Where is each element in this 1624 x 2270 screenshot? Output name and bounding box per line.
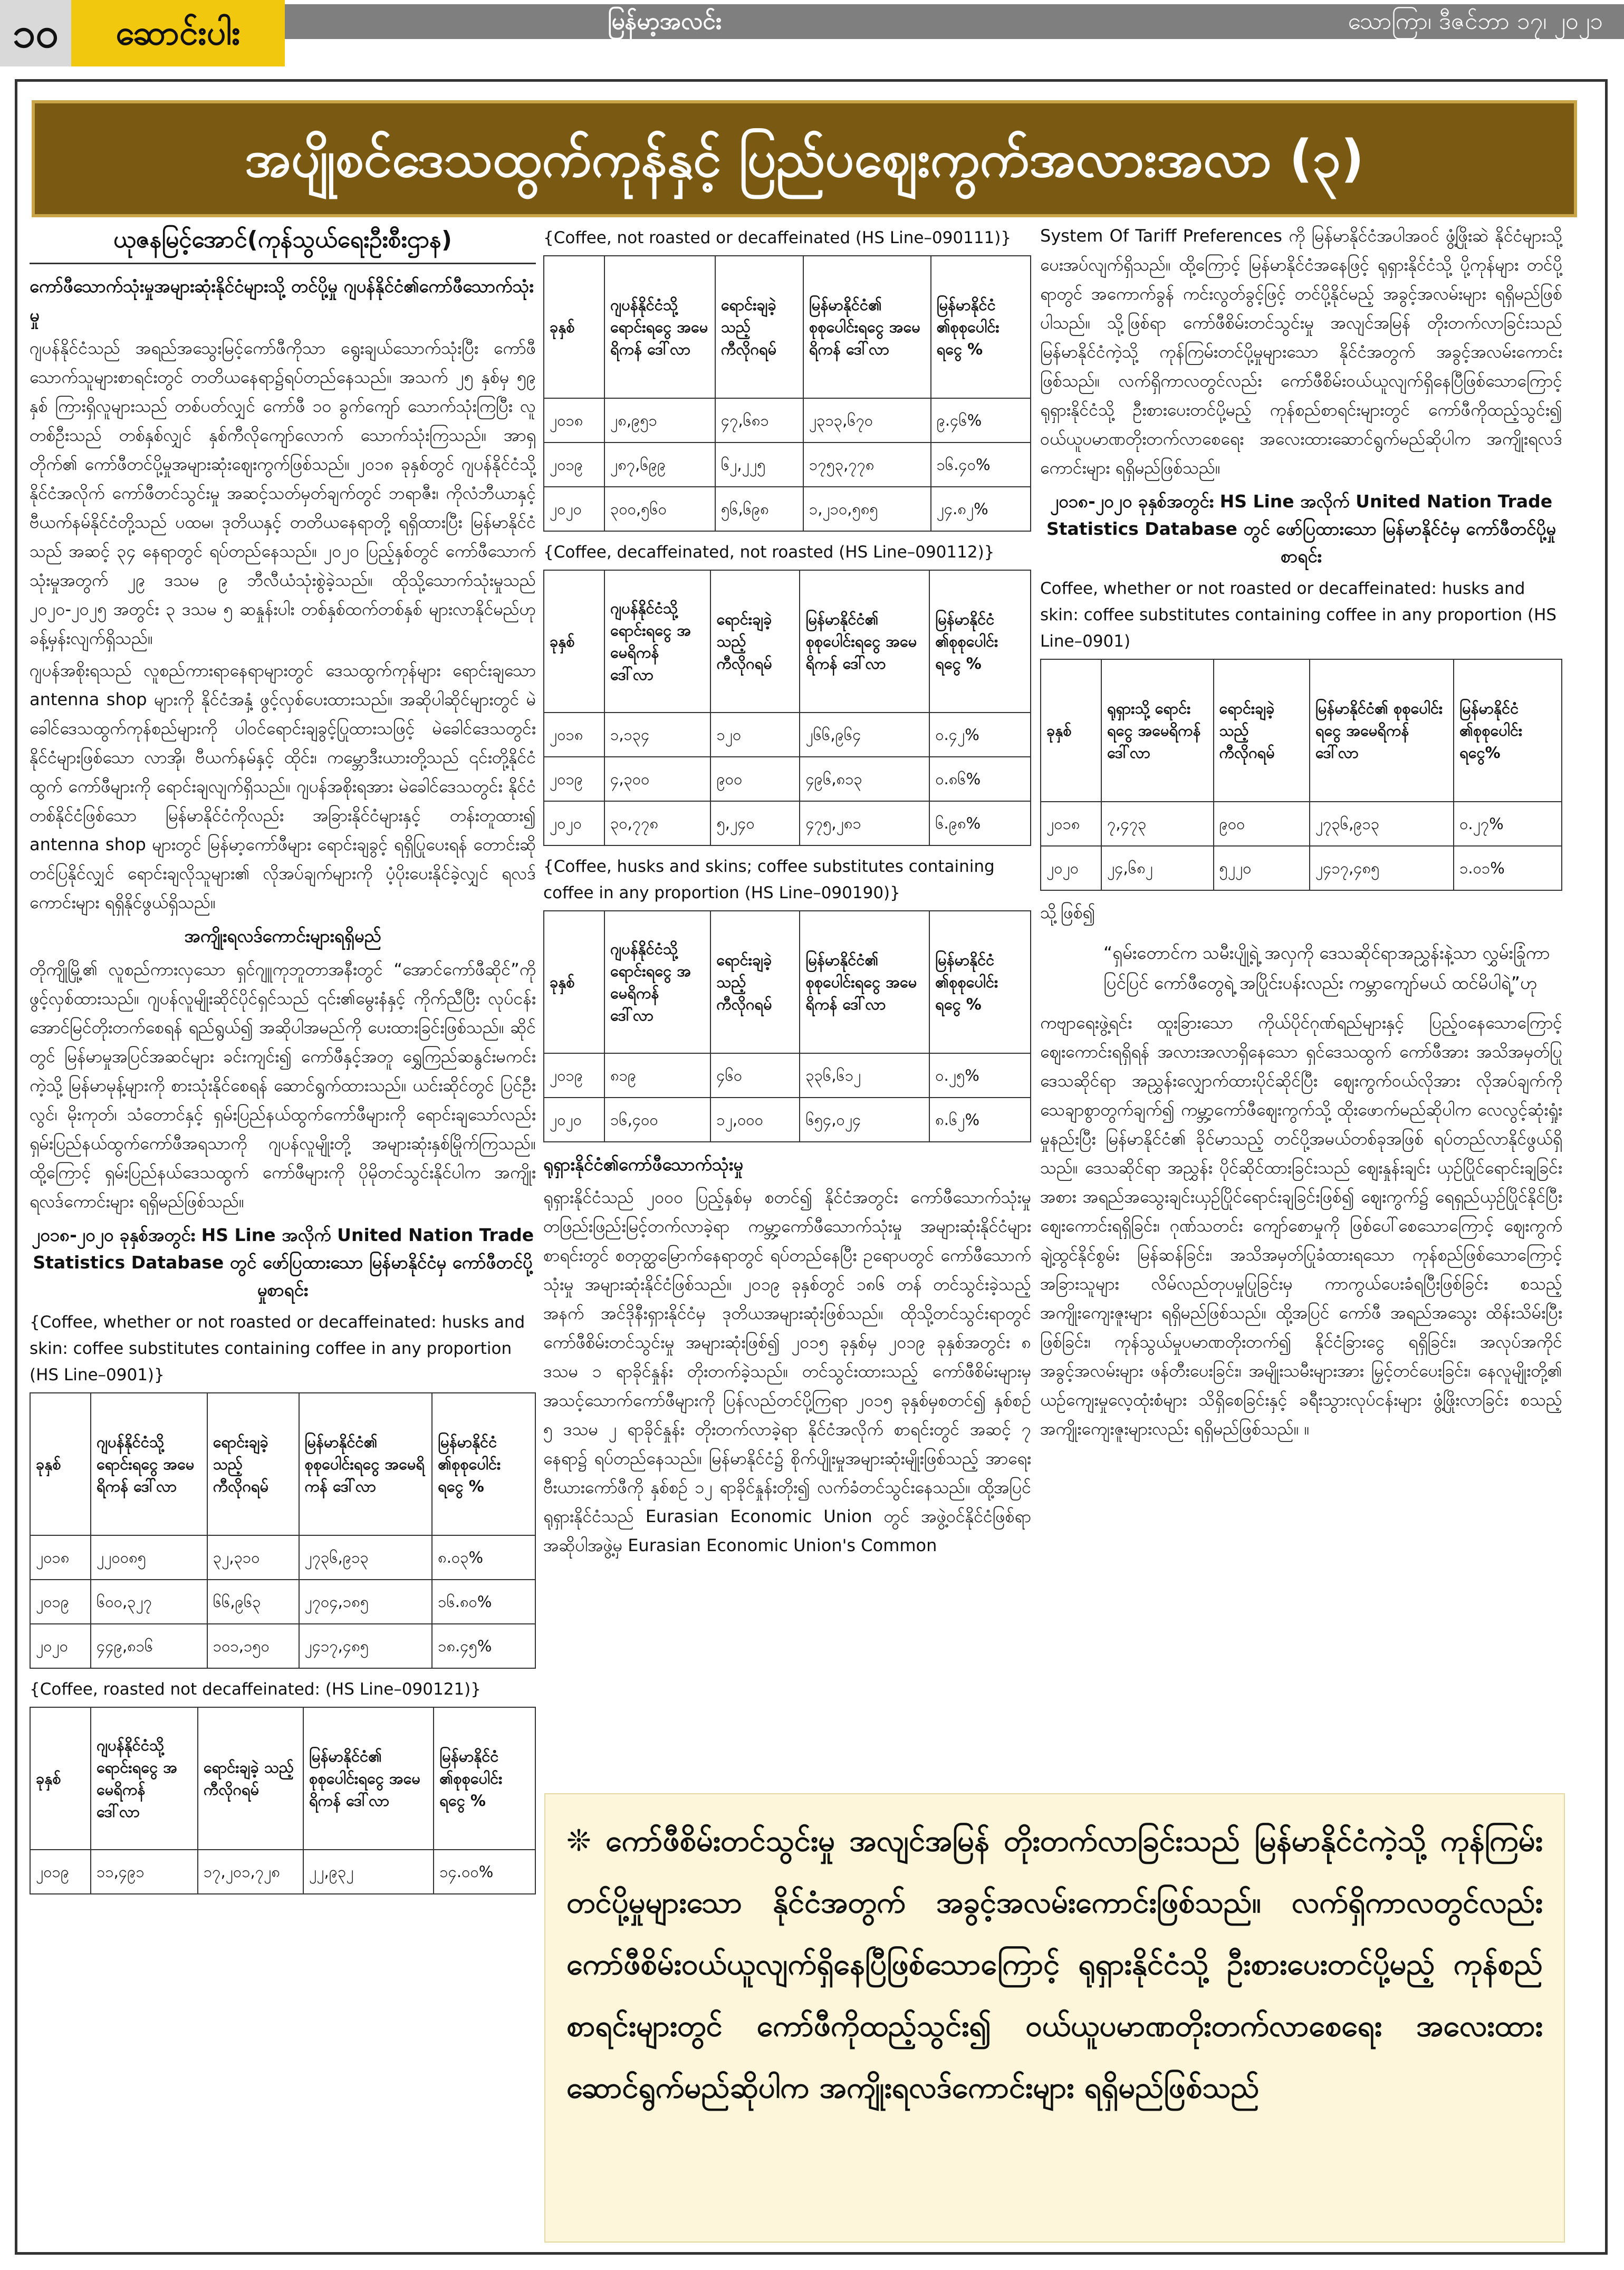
subheading: အကျိုးရလဒ်ကောင်းများရရှိမည် [184, 926, 381, 946]
paragraph: ဂျပန်နိုင်ငံသည် အရည်အသွေးမြင့်ကော်ဖီကိုသာ ရွေးချယ်သောက်သုံးပြီး ကော်ဖီသောက်သူများစာရင်းတွင် တတိယနေရာ၌ရပ်တည်နေသည်။ အသက် ၂၅ နှစ်မှ ၅၉ နှစ် ကြားရှိလူများသည် တစ်ပတ်လျှင် ကော်ဖီ ၁၀ ခွက်ကျော် သောက်သုံးကြပြီး လူတစ်ဦးသည် တစ်နှစ်လျှင် နှစ်ကီလိုကျော်လောက် သောက်သုံးကြသည်။ အာရှတိုက်၏ ကော်ဖီတင်ပို့မှုအများဆုံးဈေးကွက်ဖြစ်သည်။ ၂၀၁၈ ခုနှစ်တွင် ဂျပန်နိုင်ငံသို့ နိုင်ငံအလိုက် ကော်ဖီတင်သွင်းမှု အဆင့်သတ်မှတ်ချက်တွင် ဘရာဇီး၊ ကိုလံဘီယာနှင့် ဗီယက်နမ်နိုင်ငံတို့သည် ပထမ၊ ဒုတိယနှင့် တတိယနေရာတို့ ရရှိထားပြီး မြန်မာနိုင်ငံသည် အဆင့် ၃၄ နေရာတွင် ရပ်တည်နေသည်။ ၂၀၂၀ ပြည့်နှစ်တွင် ကော်ဖီသောက်သုံးမှုအတွက် ၂၉ ဒသမ ၉ ဘီလီယံသုံးစွဲခဲ့သည်။ ထိုသို့သောက်သုံးမှုသည် ၂၀၂၀-၂၀၂၅ အတွင်း ၃ ဒသမ ၅ ဆနှုန်းပါး တစ်နှစ်ထက်တစ်နှစ် များလာနိုင်မည်ဟု ခန့်မှန်းလျက်ရှိသည်။ [30, 338, 536, 648]
hs-line-caption: Coffee, whether or not roasted or decaffeinated: husks and skin: coffee substitutes containing coffee in any proportion (HS Line–0901) [1040, 579, 1557, 651]
table-cell: ၁၆.၈၀% [432, 1580, 535, 1624]
table-header: မြန်မာနိုင်ငံ၏ စုစုပေါင်းရငွေ အမေရိကန် ဒေါ်လာ [800, 911, 929, 1053]
table-header: ခုနှစ် [30, 1393, 91, 1535]
table-header: ရောင်းချခဲ့ သည့် ကီလိုဂရမ် [207, 1393, 299, 1535]
table-header: ဂျပန်နိုင်ငံသို့ ရောင်းရငွေ အမေရိကန် ဒေါ်လာ [604, 911, 710, 1053]
table-cell: ၂၇၃၆,၉၁၃ [299, 1535, 433, 1580]
table-cell: ၄၉၆,၈၁၃ [800, 757, 929, 801]
table-cell: ၅၆,၆၉၈ [715, 487, 803, 531]
table-cell: ၁,၁၃၄ [604, 713, 710, 757]
table-header: ခုနှစ် [544, 570, 604, 713]
column-2 [543, 222, 1031, 1563]
table-header: မြန်မာနိုင်ငံ ၏စုစုပေါင်း ရငွေ % [929, 570, 1031, 713]
table-header: မြန်မာနိုင်ငံ ၏စုစုပေါင်း ရငွေ % [434, 1707, 535, 1850]
section-label: ဆောင်းပါး [71, 0, 285, 66]
table-cell: ၂၀၂၀ [1041, 846, 1101, 890]
newspaper-name: မြန်မာ့အလင်း [608, 8, 722, 35]
table-cell: ၄၇,၆၈၁ [715, 398, 803, 443]
table-row [544, 398, 1031, 443]
table-cell: ၆၀၀,၃၂၇ [91, 1580, 207, 1624]
table-header: ဂျပန်နိုင်ငံသို့ ရောင်းရငွေ အမေရိကန် ဒေါ်လာ [91, 1707, 198, 1850]
column-3 [1040, 222, 1562, 1447]
pull-quote-box: ❊ ကော်ဖီစိမ်းတင်သွင်းမှု အလျင်အမြန် တိုးတက်လာခြင်းသည် မြန်မာနိုင်ငံကဲ့သို့ ကုန်ကြမ်းတင်ပို့မှုများသော နိုင်ငံအတွက် အခွင့်အလမ်းကောင်းဖြစ်သည်။ လက်ရှိကာလတွင်လည်း ကော်ဖီစိမ်းဝယ်ယူလျက်ရှိနေပြီဖြစ်သောကြောင့် ရုရှားနိုင်ငံသို့ ဦးစားပေးတင်ပို့မည့် ကုန်စည်စာရင်းများတွင် ကော်ဖီကိုထည့်သွင်း၍ ဝယ်ယူပမာဏတိုးတက်လာစေရေး အလေးထားဆောင်ရွက်မည်ဆိုပါက အကျိုးရလဒ်ကောင်းများ ရရှိမည်ဖြစ်သည် [544, 1793, 1565, 2243]
issue-date: သောကြာ၊ ဒီဇင်ဘာ ၁၇၊ ၂၀၂၁ [1348, 8, 1603, 35]
table-cell: ၂၄၁၇,၄၈၅ [299, 1624, 433, 1668]
table-row [544, 801, 1031, 845]
table-header: ဂျပန်နိုင်ငံသို့ ရောင်းရငွေ အမေရိကန် ဒေါ်လာ [604, 256, 715, 398]
table-header: မြန်မာနိုင်ငံ ၏စုစုပေါင်း ရငွေ % [931, 256, 1031, 398]
table-row [544, 487, 1031, 531]
paragraph: ကဗျာရေးဖွဲ့ရင်း ထူးခြားသော ကိုယ်ပိုင်ဂုဏ်ရည်များနှင့် ပြည့်ဝနေသောကြောင့် ဈေးကောင်းရရှိရန် အလားအလာရှိနေသော ရှင်ဒေသထွက် ကော်ဖီအား အသိအမှတ်ပြု ဒေသဆိုင်ရာ အညွှန်းလျှောက်ထားပိုင်ဆိုင်ပြီး ဈေးကွက်ဝယ်လိုအား လိုအပ်ချက်ကို သေချာစွာတွက်ချက်၍ ကမ္ဘာ့ကော်ဖီဈေးကွက်သို့ ထိုးဖောက်မည်ဆိုပါက လေလွင့်ဆုံးရှုံးမှုနည်းပြီး မြန်မာနိုင်ငံ၏ ခိုင်မာသည့် တင်ပို့အမယ်တစ်ခုအဖြစ် ရပ်တည်လာနိုင်ဖွယ်ရှိသည်။ ဒေသဆိုင်ရာ အညွှန်း ပိုင်ဆိုင်ထားခြင်းသည် ဈေးနှုန်းချင်း ယှဉ်ပြိုင်ရောင်းချခြင်းအစား အရည်အသွေးချင်းယှဉ်ပြိုင်ရောင်းချခြင်းဖြစ်၍ ဈေးကွက်၌ ရေရှည်ယှဉ်ပြိုင်နိုင်ပြီး ဈေးကောင်းရရှိခြင်း၊ ဂုဏ်သတင်း ကျော်စောမှုကို ဖြစ်ပေါ်စေသောကြောင့် ဈေးကွက်ချဲ့ထွင်နိုင်စွမ်း မြန်ဆန်ခြင်း၊ အသိအမှတ်ပြုခံထားရသော ကုန်စည်ဖြစ်သောကြောင့် အခြားသူများ လိမ်လည်တုပမှုပြုခြင်းမှ ကာကွယ်ပေးခံရပြီးဖြစ်ခြင်း စသည့်အကျိုးကျေးဇူးများ ရရှိမည်ဖြစ်သည်။ ထို့အပြင် ကော်ဖီ အရည်အသွေး ထိန်းသိမ်းပြီးဖြစ်ခြင်း၊ ကုန်သွယ်မှုပမာဏတိုးတက်၍ နိုင်ငံခြားငွေ ရရှိခြင်း၊ အလုပ်အကိုင်အခွင့်အလမ်းများ ဖန်တီးပေးခြင်း၊ အမျိုးသမီးများအား မြှင့်တင်ပေးခြင်း၊ နေလူမျိုးတို့၏ ယဉ်ကျေးမှုလေ့ထုံးစံများ သိရှိစေခြင်းနှင့် ခရီးသွားလုပ်ငန်းများ ဖွံ့ဖြိုးလာခြင်း စသည့် အကျိုးကျေးဇူးများလည်း ရရှိမည်ဖြစ်သည်။ ။ [1040, 1013, 1562, 1439]
table-cell: ၂၀၁၉ [544, 1053, 604, 1098]
table-cell: ၁၇,၂၀၁,၇၂၈ [198, 1850, 303, 1894]
table-cell: ၁၆,၄၀၀ [604, 1098, 710, 1142]
table-header: မြန်မာနိုင်ငံ၏ စုစုပေါင်းရငွေ အမေရိကန် ဒေါ်လာ [299, 1393, 433, 1535]
table-cell: ၁၂,၀၀၀ [710, 1098, 800, 1142]
table-row [30, 1535, 535, 1580]
export-table-russia-0901 [1040, 659, 1562, 891]
table-cell: ၈၁၉ [604, 1053, 710, 1098]
table-cell: ၂၀၂၀ [30, 1624, 91, 1668]
table-header: မြန်မာနိုင်ငံ ၏စုစုပေါင်း ရငွေ % [432, 1393, 535, 1535]
table-header: ရောင်းချခဲ့ သည့် ကီလိုဂရမ် [710, 570, 800, 713]
table-cell: ၂၀၁၈ [544, 398, 604, 443]
table-cell: ၂၀၁၈ [544, 713, 604, 757]
export-table-japan-090190 [543, 910, 1031, 1142]
table-header: ခုနှစ် [1041, 659, 1101, 802]
table-cell: ၂၄၁၇,၄၈၅ [1310, 846, 1454, 890]
table-cell: ၂၈၇,၆၉၉ [604, 443, 715, 487]
table-header: မြန်မာနိုင်ငံ၏ စုစုပေါင်းရငွေ အမေရိကန် ဒေါ်လာ [803, 256, 931, 398]
table-cell: ၆၆,၉၆၃ [207, 1580, 299, 1624]
table-cell: ၆.၉၈% [929, 801, 1031, 845]
table-cell: ၄,၃၀၀ [604, 757, 710, 801]
table-cell: ၉.၄၆% [931, 398, 1031, 443]
table-cell: ၂၀၂၀ [544, 487, 604, 531]
lead-text: သို့ဖြစ်၍ [1040, 902, 1096, 922]
table-cell: ၄၆၀ [710, 1053, 800, 1098]
author-byline: ယုဇနမြင့်အောင်(ကုန်သွယ်ရေးဦးစီးဌာန) [30, 222, 536, 264]
table-cell: ၀.၈၆% [929, 757, 1031, 801]
paragraph: ဂျပန်အစိုးရသည် လူစည်ကားရာနေရာများတွင် ဒေသထွက်ကုန်များ ရောင်းချသော antenna shop များကို နိုင်ငံအနှံ့ ဖွင့်လှစ်ပေးထားသည်။ အဆိုပါဆိုင်များတွင် မဲခေါင်ဒေသထွက်ကုန်စည်များကို ပါဝင်ရောင်းချခွင့်ပြုထားသဖြင့် မဲခေါင်ဒေသတွင်း နိုင်ငံများဖြစ်သော လာအို၊ ဗီယက်နမ်နှင့် ထိုင်း၊ ကမ္ဘောဒီးယားတို့သည် ၎င်းတို့နိုင်ငံထွက် ကော်ဖီများကို ရောင်းချလျက်ရှိသည်။ ဂျပန်အစိုးရအား မဲခေါင်ဒေသတွင်း နိုင်ငံတစ်နိုင်ငံဖြစ်သော မြန်မာနိုင်ငံကိုလည်း အခြားနိုင်ငံများနှင့် တန်းတူထား၍ antenna shop များတွင် မြန်မာ့ကော်ဖီများ ရောင်းချခွင့် ရရှိပြုပေးရန် တောင်းဆိုတင်ပြနိုင်လျှင် ရောင်းချလိုသူများ၏ လိုအပ်ချက်များကို ပံ့ပိုးပေးနိုင်ခဲ့လျှင် ရလဒ်ကောင်းများ ရရှိနိုင်ဖွယ်ရှိသည်။ [30, 660, 536, 912]
table-header: မြန်မာနိုင်ငံ၏ စုစုပေါင်းရငွေ အမေရိကန် ဒေါ်လာ [1310, 659, 1454, 802]
table-cell: ၂၀၁၈ [30, 1535, 91, 1580]
paragraph: System Of Tariff Preferences ကို မြန်မာနိုင်ငံအပါအဝင် ဖွံ့ဖြိုးဆဲ နိုင်ငံများသို့ ပေးအပ်လျက်ရှိသည်။ ထို့ကြောင့် မြန်မာနိုင်ငံအနေဖြင့် ရုရှားနိုင်ငံသို့ ပို့ကုန်များ တင်ပို့ရာတွင် အကောက်ခွန် ကင်းလွတ်ခွင့်ဖြင့် တင်ပို့နိုင်မည့် အခွင့်အလမ်းများ ရရှိမည်ဖြစ်ပါသည်။ သို့ဖြစ်ရာ ကော်ဖီစိမ်းတင်သွင်းမှု အလျင်အမြန် တိုးတက်လာခြင်းသည် မြန်မာနိုင်ငံကဲ့သို့ ကုန်ကြမ်းတင်ပို့မှုများသော နိုင်ငံအတွက် အခွင့်အလမ်းကောင်းဖြစ်သည်။ လက်ရှိကာလတွင်လည်း ကော်ဖီစိမ်းဝယ်ယူလျက်ရှိနေပြီဖြစ်သောကြောင့် ရုရှားနိုင်ငံသို့ ဦးစားပေးတင်ပို့မည့် ကုန်စည်စာရင်းများတွင် ကော်ဖီကိုထည့်သွင်း၍ ဝယ်ယူပမာဏတိုးတက်လာစေရေး အလေးထားဆောင်ရွက်မည်ဆိုပါက အကျိုးရလဒ်ကောင်းများ ရရှိမည်ဖြစ်သည်။ [1040, 226, 1562, 478]
table-cell: ၂၂၀၀၈၅ [91, 1535, 207, 1580]
table-header: ရောင်းချခဲ့ သည့် ကီလိုဂရမ် [198, 1707, 303, 1850]
table-cell: ၂၀၂၀ [544, 801, 604, 845]
export-table-japan-090112 [543, 570, 1031, 846]
table-row [30, 1580, 535, 1624]
export-table-japan-0901 [30, 1392, 536, 1669]
table-cell: ၂၀၁၉ [30, 1850, 91, 1894]
page-number: ၁၀ [0, 0, 71, 66]
page-header [0, 0, 1624, 66]
poem-quote: “ရှမ်းတောင်က သမီးပျို့ရဲ့ အလှကို ဒေသဆိုင်ရာအညွှန်းနဲ့သာ လွှမ်းခြုံကာပြင်ပြင် ကော်ဖီတွေရဲ့ အပြိုင်းပန်းလည်း ကမ္ဘာကျော်မယ် ထင်မိပါရဲ့”ဟု [1103, 942, 1550, 993]
paragraph: တိုကျိုမြို့၏ လူစည်ကားလှသော ရှင်ဂျူကုဘူတာအနီးတွင် “အောင်ကော်ဖီဆိုင်”ကို ဖွင့်လှစ်ထားသည်။ ဂျပန်လူမျိုးဆိုင်ပိုင်ရှင်သည် ၎င်း၏မွေးနံနှင့် ကိုက်ညီပြီး လုပ်ငန်းအောင်မြင်တိုးတက်စေရန် ရည်ရွယ်၍ အဆိုပါအမည်ကို ပေးထားခြင်းဖြစ်သည်။ ဆိုင်တွင် မြန်မာမှုအပြင်အဆင်များ ခင်းကျင်း၍ ကော်ဖီနှင့်အတူ ရွှေကြည်ဆနွင်းမကင်းကဲ့သို့ မြန်မာမုန့်များကို စားသုံးနိုင်စေရန် ဆောင်ရွက်ထားသည်။ ယင်းဆိုင်တွင် ပြင်ဦးလွင်၊ မိုးကုတ်၊ သံတောင်နှင့် ရှမ်းပြည်နယ်ထွက်ကော်ဖီများကို ရောင်းချသော်လည်း ရှမ်းပြည်နယ်ထွက်ကော်ဖီအရသာကို ဂျပန်လူမျိုးတို့ အများဆုံးနှစ်မြိုက်ကြသည်။ ထို့ကြောင့် ရှမ်းပြည်နယ်ဒေသထွက် ကော်ဖီများကို ပိုမိုတင်သွင်းနိုင်ပါက အကျိုးရလဒ်ကောင်းများ ရရှိမည်ဖြစ်သည်။ [30, 959, 536, 1211]
table-cell: ၅,၂၄၀ [710, 801, 800, 845]
table-cell: ၁၁,၄၉၁ [91, 1850, 198, 1894]
subheading: ၂၀၁၈-၂၀၂၀ ခုနှစ်အတွင်း HS Line အလိုက် United Nation Trade Statistics Database တွင် ဖော်ပြထားသော မြန်မာနိုင်ငံမှ ကော်ဖီတင်ပို့မှုစာရင်း [31, 1225, 534, 1300]
table-cell: ၆၂,၂၂၅ [715, 443, 803, 487]
table-cell: ၃၃၆,၆၁၂ [800, 1053, 929, 1098]
article-title: အပျိုစင်ဒေသထွက်ကုန်နှင့် ပြည်ပဈေးကွက်အလားအလာ (၃) [32, 100, 1577, 217]
export-table-japan-090111 [543, 255, 1031, 532]
table-header: ခုနှစ် [30, 1707, 91, 1850]
table-cell: ၁၈.၄၅% [432, 1624, 535, 1668]
table-cell: ၈.၀၃% [432, 1535, 535, 1580]
table-cell: ၂၄,၆၈၂ [1101, 846, 1214, 890]
table-header: မြန်မာနိုင်ငံ ၏စုစုပေါင်း ရငွေ % [929, 911, 1031, 1053]
table-cell: ၂၀၁၉ [544, 757, 604, 801]
table-cell: ၀.၄၂% [929, 713, 1031, 757]
hs-line-caption: {Coffee, not roasted or decaffeinated (HS Line–090111)} [543, 228, 1012, 247]
table-row [30, 1850, 535, 1894]
table-cell: ၂၃၁၃,၆၇၀ [803, 398, 931, 443]
hs-line-caption: {Coffee, decaffeinated, not roasted (HS Line–090112)} [543, 543, 995, 562]
table-header: မြန်မာနိုင်ငံ၏ စုစုပေါင်းရငွေ အမေရိကန် ဒေါ်လာ [303, 1707, 434, 1850]
table-cell: ၂၂,၉၃၂ [303, 1850, 434, 1894]
table-row [544, 757, 1031, 801]
table-header: ခုနှစ် [544, 911, 604, 1053]
header-bar [285, 4, 1624, 39]
table-row [544, 443, 1031, 487]
table-cell: ၂၇၃၆,၉၁၃ [1310, 802, 1454, 846]
table-cell: ၀.၂၇% [1454, 802, 1562, 846]
subheading: ရုရှားနိုင်ငံ၏ကော်ဖီသောက်သုံးမှု [543, 1154, 744, 1175]
table-header: မြန်မာနိုင်ငံ ၏စုစုပေါင်း ရငွေ% [1454, 659, 1562, 802]
table-cell: ၈.၆၂% [929, 1098, 1031, 1142]
table-cell: ၁၆.၄၀% [931, 443, 1031, 487]
table-cell: ၃၀၀,၅၆၀ [604, 487, 715, 531]
table-cell: ၁၄.၀၀% [434, 1850, 535, 1894]
table-cell: ၂၄.၈၂% [931, 487, 1031, 531]
subheading: ကော်ဖီသောက်သုံးမှုအများဆုံးနိုင်ငံများသို့ တင်ပို့မှု ဂျပန်နိုင်ငံ၏ကော်ဖီသောက်သုံးမှု [30, 276, 534, 325]
table-cell: ၇,၄၇၃ [1101, 802, 1214, 846]
table-header: ရောင်းချခဲ့ သည့် ကီလိုဂရမ် [1214, 659, 1310, 802]
table-row [1041, 802, 1562, 846]
table-cell: ၂၈,၉၅၁ [604, 398, 715, 443]
table-cell: ၂၀၂၀ [544, 1098, 604, 1142]
table-cell: ၁၇၅၃,၇၇၈ [803, 443, 931, 487]
table-cell: ၄၄၉,၈၁၆ [91, 1624, 207, 1668]
hs-line-caption: {Coffee, roasted not decaffeinated: (HS Line–090121)} [30, 1680, 481, 1699]
table-header: ဂျပန်နိုင်ငံသို့ ရောင်းရငွေ အမေရိကန် ဒေါ်လာ [91, 1393, 207, 1535]
table-cell: ၉၀၀ [710, 757, 800, 801]
table-cell: ၂၀၁၉ [544, 443, 604, 487]
table-cell: ၉၀၀ [1214, 802, 1310, 846]
hs-line-caption: {Coffee, husks and skins; coffee substitutes containing coffee in any proportion (HS Line–090190)} [543, 857, 995, 902]
table-cell: ၅၂၂၀ [1214, 846, 1310, 890]
table-cell: ၂၀၁၉ [30, 1580, 91, 1624]
table-header: ရုရှားသို့ ရောင်းရငွေ အမေရိကန် ဒေါ်လာ [1101, 659, 1214, 802]
table-row [30, 1624, 535, 1668]
table-cell: ၁.၀၁% [1454, 846, 1562, 890]
table-cell: ၂၆၆,၉၆၄ [800, 713, 929, 757]
column-1 [30, 222, 536, 1902]
export-table-japan-090121 [30, 1707, 536, 1894]
table-header: ရောင်းချခဲ့ သည့် ကီလိုဂရမ် [715, 256, 803, 398]
table-row [544, 1053, 1031, 1098]
table-row [544, 713, 1031, 757]
subheading: ၂၀၁၈-၂၀၂၀ ခုနှစ်အတွင်း HS Line အလိုက် United Nation Trade Statistics Database တွင် ဖော်ပြထားသော မြန်မာနိုင်ငံမှ ကော်ဖီတင်ပို့မှုစာရင်း [1046, 491, 1556, 566]
table-header: မြန်မာနိုင်ငံ၏ စုစုပေါင်းရငွေ အမေရိကန် ဒေါ်လာ [800, 570, 929, 713]
table-cell: ၁၂၀ [710, 713, 800, 757]
table-cell: ၃၀,၇၇၈ [604, 801, 710, 845]
table-header: ရောင်းချခဲ့ သည့် ကီလိုဂရမ် [710, 911, 800, 1053]
table-cell: ၂၇၀၄,၁၈၅ [299, 1580, 433, 1624]
hs-line-caption: {Coffee, whether or not roasted or decaffeinated: husks and skin: coffee substitutes containing coffee in any proportion (HS Line–0901)} [30, 1313, 525, 1384]
table-cell: ၂၀၁၈ [1041, 802, 1101, 846]
table-cell: ၀.၂၅% [929, 1053, 1031, 1098]
table-row [544, 1098, 1031, 1142]
paragraph: ရုရှားနိုင်ငံသည် ၂၀၀၀ ပြည့်နှစ်မှ စတင်၍ နိုင်ငံအတွင်း ကော်ဖီသောက်သုံးမှု တဖြည်းဖြည်းမြင့်တက်လာခဲ့ရာ ကမ္ဘာ့ကော်ဖီသောက်သုံးမှု အများဆုံးနိုင်ငံများစာရင်းတွင် စတုတ္ထမြောက်နေရာတွင် ရပ်တည်နေပြီး ဥရောပတွင် ကော်ဖီသောက်သုံးမှု အများဆုံးနိုင်ငံဖြစ်သည်။ ၂၀၁၉ ခုနှစ်တွင် ၁၈၆ တန် တင်သွင်းခဲ့သည့်အနက် အင်ဒိုနီးရှားနိုင်ငံမှ ဒုတိယအများဆုံးဖြစ်သည်။ ထိုသို့တင်သွင်းရာတွင် ကော်ဖီစိမ်းတင်သွင်းမှု အများဆုံးဖြစ်၍ ၂၀၁၅ ခုနှစ်မှ ၂၀၁၉ ခုနှစ်အတွင်း ၈ ဒသမ ၁ ရာခိုင်နှုန်း တိုးတက်ခဲ့သည်။ တင်သွင်းထားသည့် ကော်ဖီစိမ်းများမှ အသင့်သောက်ကော်ဖီများကို ပြန်လည်တင်ပို့ကြရာ ၂၀၁၅ ခုနှစ်မှစတင်၍ နှစ်စဉ် ၅ ဒသမ ၂ ရာခိုင်နှုန်း တိုးတက်လာခဲ့ရာ နိုင်ငံအလိုက် စာရင်းတွင် အဆင့် ၇ နေရာ၌ ရပ်တည်နေသည်။ မြန်မာနိုင်ငံ၌ စိုက်ပျိုးမှုအများဆုံးမျိုးဖြစ်သည့် အာရေးဗီးယားကော်ဖီကို နှစ်စဉ် ၁၂ ရာခိုင်နှုန်းတိုး၍ လက်ခံတင်သွင်းနေသည်။ ထို့အပြင် ရုရှားနိုင်ငံသည် Eurasian Economic Union တွင် အဖွဲ့ဝင်နိုင်ငံဖြစ်ရာ အဆိုပါအဖွဲ့မှ Eurasian Economic Union's Common [543, 1187, 1031, 1555]
table-cell: ၁,၂၁၀,၅၈၅ [803, 487, 931, 531]
table-row [1041, 846, 1562, 890]
table-header: ခုနှစ် [544, 256, 604, 398]
table-cell: ၃၂,၃၁၀ [207, 1535, 299, 1580]
table-cell: ၆၅၄,၀၂၄ [800, 1098, 929, 1142]
table-cell: ၄၇၅,၂၈၁ [800, 801, 929, 845]
table-header: ဂျပန်နိုင်ငံသို့ ရောင်းရငွေ အမေရိကန် ဒေါ်လာ [604, 570, 710, 713]
table-cell: ၁၀၁,၁၅၀ [207, 1624, 299, 1668]
